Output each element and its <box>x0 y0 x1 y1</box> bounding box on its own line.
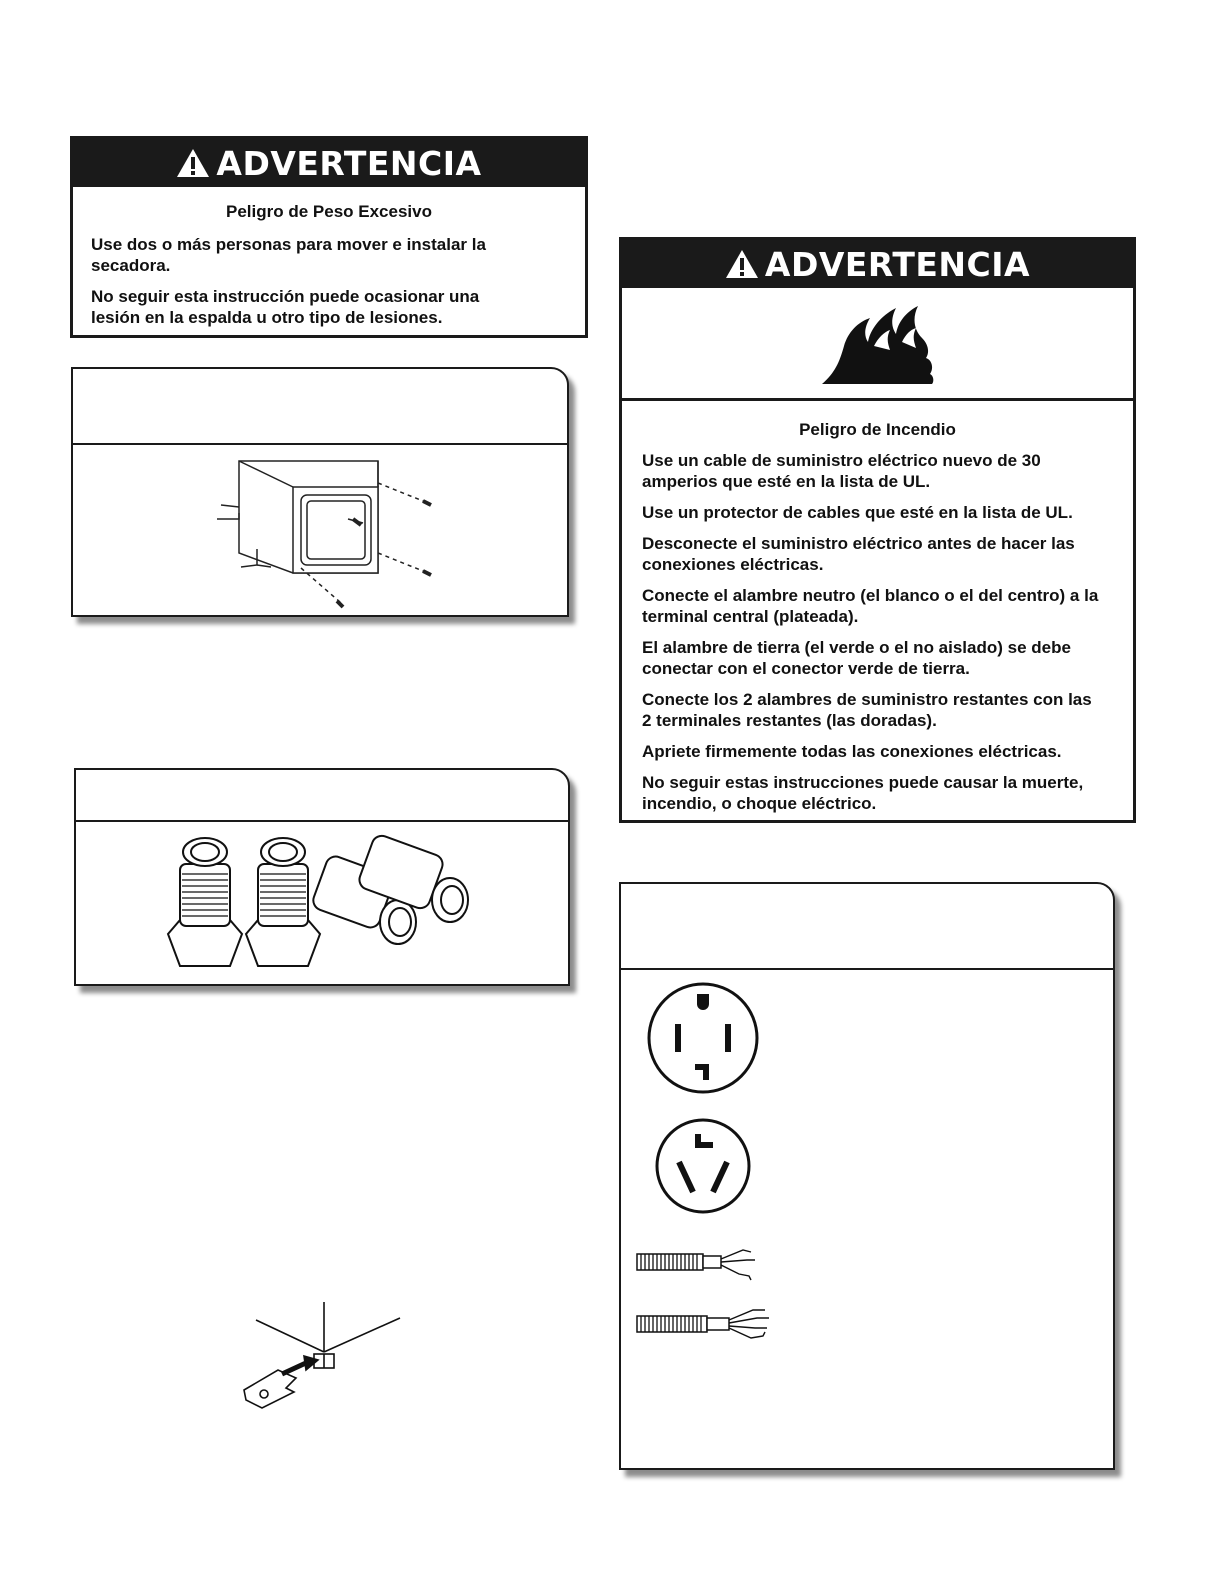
warning-line: Use un protector de cables que esté en la lista de UL. <box>642 503 1073 522</box>
feet-illustration-panel <box>74 768 570 986</box>
warning-weight-header <box>73 139 585 187</box>
warning-line: No seguir estas instrucciones puede causar la muerte, incendio, o choque eléctrico. <box>642 773 1084 813</box>
warning-line: Conecte los 2 alambres de suministro restantes con las 2 terminales restantes (las doradas). <box>642 690 1092 730</box>
cabinet-illustration-panel <box>71 367 569 617</box>
hazard-title: Peligro de Incendio <box>799 420 956 439</box>
hazard-title: Peligro de Peso Excesivo <box>226 202 432 221</box>
warning-line: Conecte el alambre neutro (el blanco o el del centro) a la terminal central (plateada). <box>642 586 1099 626</box>
warning-fire-header <box>622 240 1133 288</box>
outlet-3-wire-icon <box>653 1116 753 1216</box>
warning-line: Desconecte el suministro eléctrico antes de hacer las conexiones eléctricas. <box>642 534 1075 574</box>
warning-line: Use un cable de suministro eléctrico nuevo de 30 amperios que esté en la lista de UL. <box>642 451 1041 491</box>
cord-4-wire-icon <box>635 1304 775 1344</box>
outlet-4-wire-icon <box>645 980 761 1096</box>
warning-weight-box <box>70 136 588 338</box>
warning-heading: ADVERTENCIA <box>764 244 1031 284</box>
leveling-feet-illustration <box>158 834 488 974</box>
warning-triangle-icon <box>725 249 759 279</box>
warning-line: Apriete firmemente todas las conexiones eléctricas. <box>642 742 1062 761</box>
cord-3-wire-icon <box>635 1244 759 1284</box>
foot-installation-illustration <box>238 1300 413 1412</box>
warning-heading: ADVERTENCIA <box>216 143 482 183</box>
outlets-panel <box>619 882 1115 1470</box>
warning-line: No seguir esta instrucción puede ocasionar una lesión en la espalda u otro tipo de lesiones. <box>91 287 480 327</box>
warning-line: El alambre de tierra (el verde o el no aislado) se debe conectar con el conector verde de tierra. <box>642 638 1071 678</box>
fire-symbol-area <box>622 288 1133 401</box>
fire-icon <box>818 302 938 386</box>
warning-fire-box <box>619 237 1136 823</box>
dryer-cabinet-illustration <box>213 453 453 613</box>
warning-triangle-icon <box>176 148 210 178</box>
warning-line: Use dos o más personas para mover e instalar la secadora. <box>91 235 486 275</box>
